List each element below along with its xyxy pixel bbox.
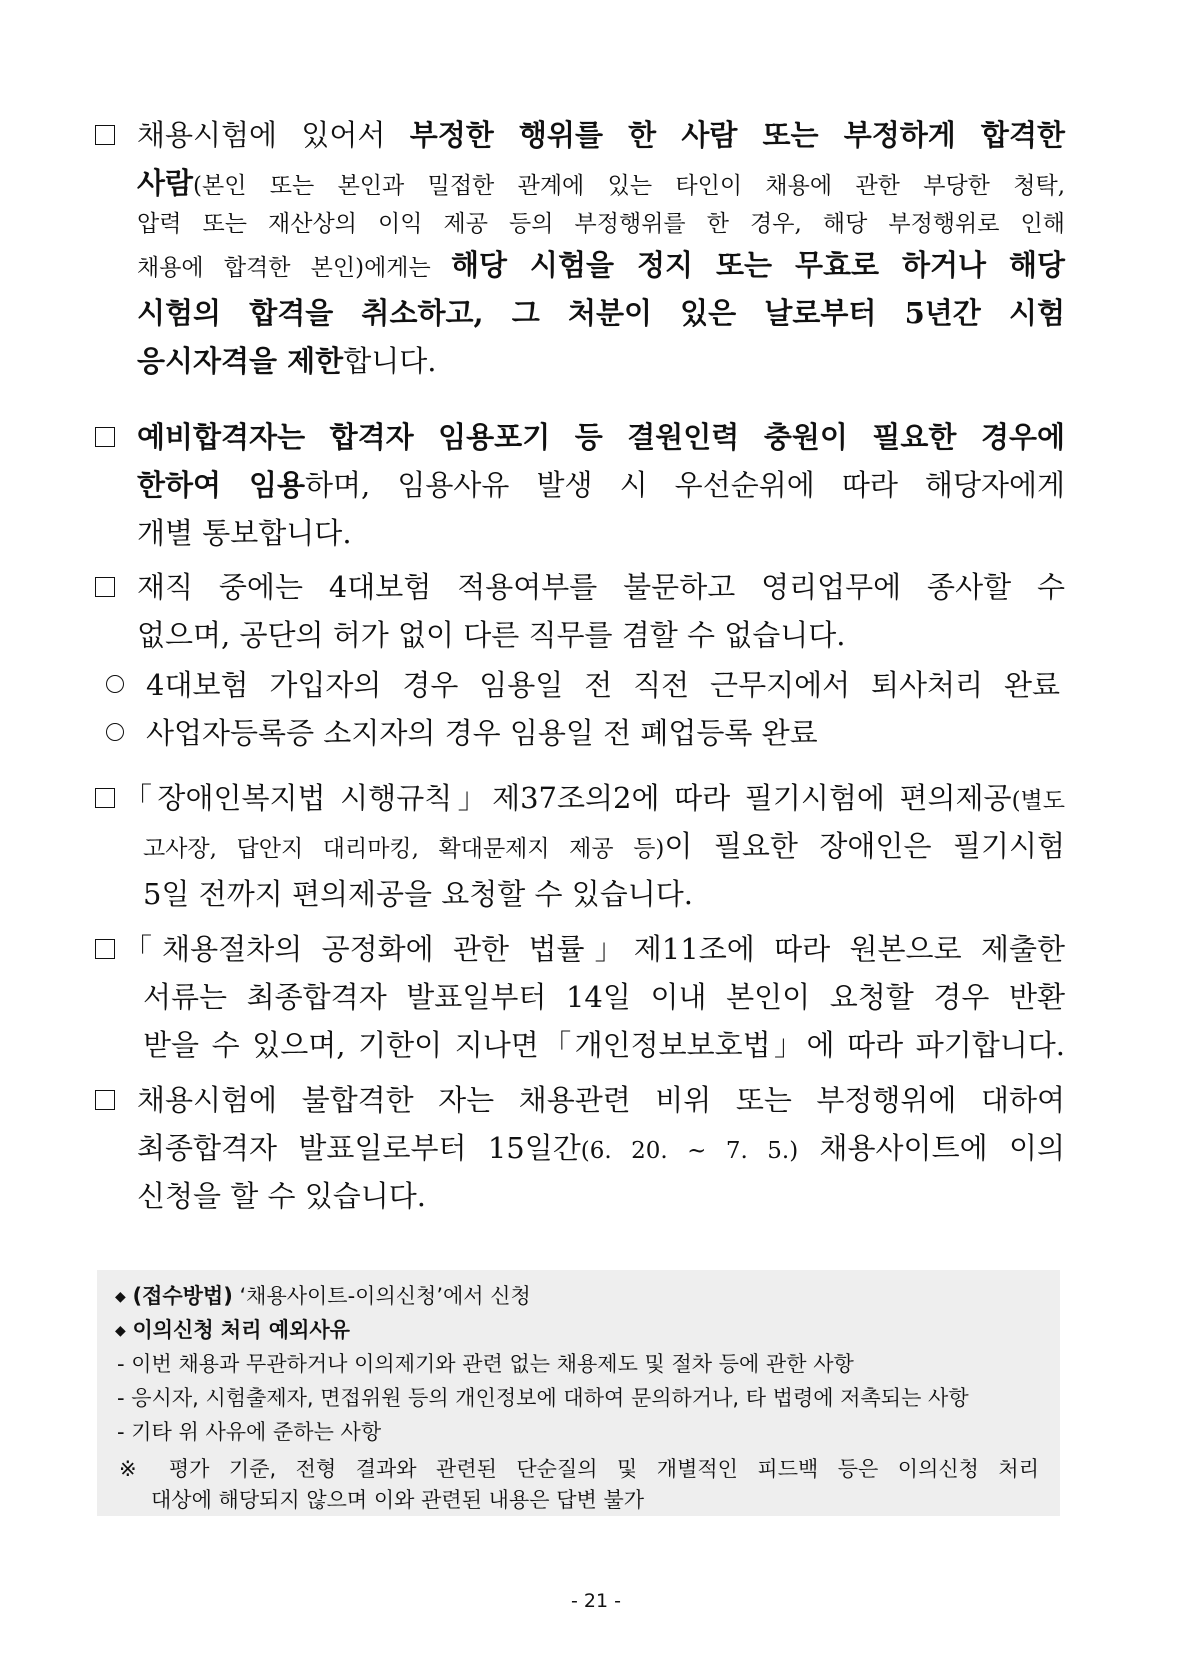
clause-text: 압력 또는 재산상의 이익 제공 등의 부정행위를 한 경우, 해당 부정행위로 인해 xyxy=(137,211,1065,237)
checkbox-square-icon xyxy=(95,577,115,597)
checkbox-square-icon xyxy=(95,125,115,145)
clause-text: 재직 중에는 4대보험 적용여부를 불문하고 영리업무에 종사할 수 xyxy=(137,570,1065,604)
clause-text: 5일 전까지 편의제공을 요청할 수 있습니다. xyxy=(143,877,693,911)
clause-text: (별도 xyxy=(1011,788,1065,814)
clause-text: 채용시험에 있어서 xyxy=(137,118,410,152)
note-method-text: ‘채용사이트-이의신청’에서 신청 xyxy=(232,1284,531,1308)
clause-line xyxy=(137,511,352,552)
clause-emphasis: 부정한 행위를 한 사람 또는 부정하게 합격한 xyxy=(409,118,1065,152)
clause-line xyxy=(143,975,1065,1016)
clause-line xyxy=(137,463,1065,504)
diamond-bullet-icon: ◆ xyxy=(115,1289,126,1305)
checkbox-square-icon xyxy=(95,427,115,447)
clause-text: 채용시험에 불합격한 자는 채용관련 비위 또는 부정행위에 대하여 xyxy=(137,1083,1065,1117)
clause-line xyxy=(143,1023,1065,1064)
clause-line xyxy=(137,205,1065,238)
clause-emphasis: 한하여 임용 xyxy=(137,468,306,502)
clause-text: 서류는 최종합격자 발표일부터 14일 이내 본인이 요청할 경우 반환 xyxy=(143,980,1065,1014)
clause-line xyxy=(137,339,436,380)
note-method-line xyxy=(115,1280,531,1310)
note-exception-item: - 이번 채용과 무관하거나 이의제기와 관련 없는 채용제도 및 절차 등에 관한 사항 xyxy=(117,1352,854,1376)
clause-text: 합니다. xyxy=(343,344,437,378)
appeal-note-box xyxy=(97,1270,1060,1516)
clause-line xyxy=(137,243,1065,284)
note-method-label: (접수방법) xyxy=(132,1284,233,1308)
clause-emphasis: 사람 xyxy=(137,166,194,200)
note-exception-title-line xyxy=(115,1314,350,1344)
clause-line xyxy=(143,872,693,913)
note-remark-line: ※ 평가 기준, 전형 결과와 관련된 단순질의 및 개별적인 피드백 등은 이의신청 처리 xyxy=(119,1457,1039,1481)
clause-line xyxy=(137,113,1065,154)
sub-item-text: 4대보험 가입자의 경우 임용일 전 직전 근무지에서 퇴사처리 완료 xyxy=(146,668,1060,702)
clause-emphasis: 응시자격을 제한 xyxy=(137,344,344,378)
checkbox-square-icon xyxy=(95,1090,115,1110)
clause-text: 「장애인복지법 시행규칙」제37조의2에 따라 필기시험에 편의제공 xyxy=(123,781,1012,815)
clause-line xyxy=(137,1078,1065,1119)
clause-text: 개별 통보합니다. xyxy=(137,516,352,550)
circle-bullet-icon xyxy=(106,675,124,693)
checkbox-square-icon xyxy=(95,939,115,959)
clause-emphasis: 해당 시험을 정지 또는 무효로 하거나 해당 xyxy=(450,248,1065,282)
note-exception-item: - 기타 위 사유에 준하는 사항 xyxy=(117,1420,382,1444)
clause-line xyxy=(137,415,1065,456)
clause-line xyxy=(137,613,846,654)
clause-line xyxy=(123,927,1065,968)
clause-line xyxy=(137,161,1065,202)
clause-text: 신청을 할 수 있습니다. xyxy=(137,1179,426,1213)
clause-line xyxy=(137,565,1065,606)
circle-bullet-icon xyxy=(106,723,124,741)
diamond-bullet-icon: ◆ xyxy=(115,1323,126,1339)
sub-item-insurance xyxy=(106,663,1060,704)
clause-text: 하며, 임용사유 발생 시 우선순위에 따라 해당자에게 xyxy=(305,468,1065,502)
sub-item-business-registration xyxy=(106,711,818,752)
clause-date-range: (6. 20. ~ 7. 5.) xyxy=(580,1138,799,1164)
clause-text: 고사장, 답안지 대리마킹, 확대문제지 제공 등) xyxy=(143,836,665,862)
clause-line xyxy=(143,824,1065,865)
clause-text: 채용에 합격한 본인)에게는 xyxy=(137,255,451,281)
clause-text: 받을 수 있으며, 기한이 지나면「개인정보보호법」에 따라 파기합니다. xyxy=(143,1028,1065,1062)
clause-line xyxy=(123,776,1065,817)
note-exception-title: 이의신청 처리 예외사유 xyxy=(132,1318,350,1342)
note-exception-item: - 응시자, 시험출제자, 면접위원 등의 개인정보에 대하여 문의하거나, 타 법령에 저촉되는 사항 xyxy=(117,1386,969,1410)
clause-text: 이 필요한 장애인은 필기시험 xyxy=(664,829,1065,863)
checkbox-square-icon xyxy=(95,788,115,808)
clause-emphasis: 시험의 합격을 취소하고, 그 처분이 있은 날로부터 5년간 시험 xyxy=(137,296,1065,330)
clause-line xyxy=(137,1174,426,1215)
clause-text: (본인 또는 본인과 밀접한 관계에 있는 타인이 채용에 관한 부당한 청탁, xyxy=(193,173,1065,199)
clause-text: 채용사이트에 이의 xyxy=(798,1131,1065,1165)
clause-line xyxy=(137,291,1065,332)
clause-text: 「채용절차의 공정화에 관한 법률」제11조에 따라 원본으로 제출한 xyxy=(123,932,1065,966)
clause-line xyxy=(137,1126,1065,1167)
sub-item-text: 사업자등록증 소지자의 경우 임용일 전 폐업등록 완료 xyxy=(146,716,818,750)
note-remark-line: 대상에 해당되지 않으며 이와 관련된 내용은 답변 불가 xyxy=(151,1488,645,1512)
page-number: - 21 - xyxy=(571,1590,621,1612)
clause-emphasis: 예비합격자는 합격자 임용포기 등 결원인력 충원이 필요한 경우에 xyxy=(137,420,1065,454)
clause-text: 최종합격자 발표일로부터 15일간 xyxy=(137,1131,581,1165)
clause-text: 없으며, 공단의 허가 없이 다른 직무를 겸할 수 없습니다. xyxy=(137,618,846,652)
